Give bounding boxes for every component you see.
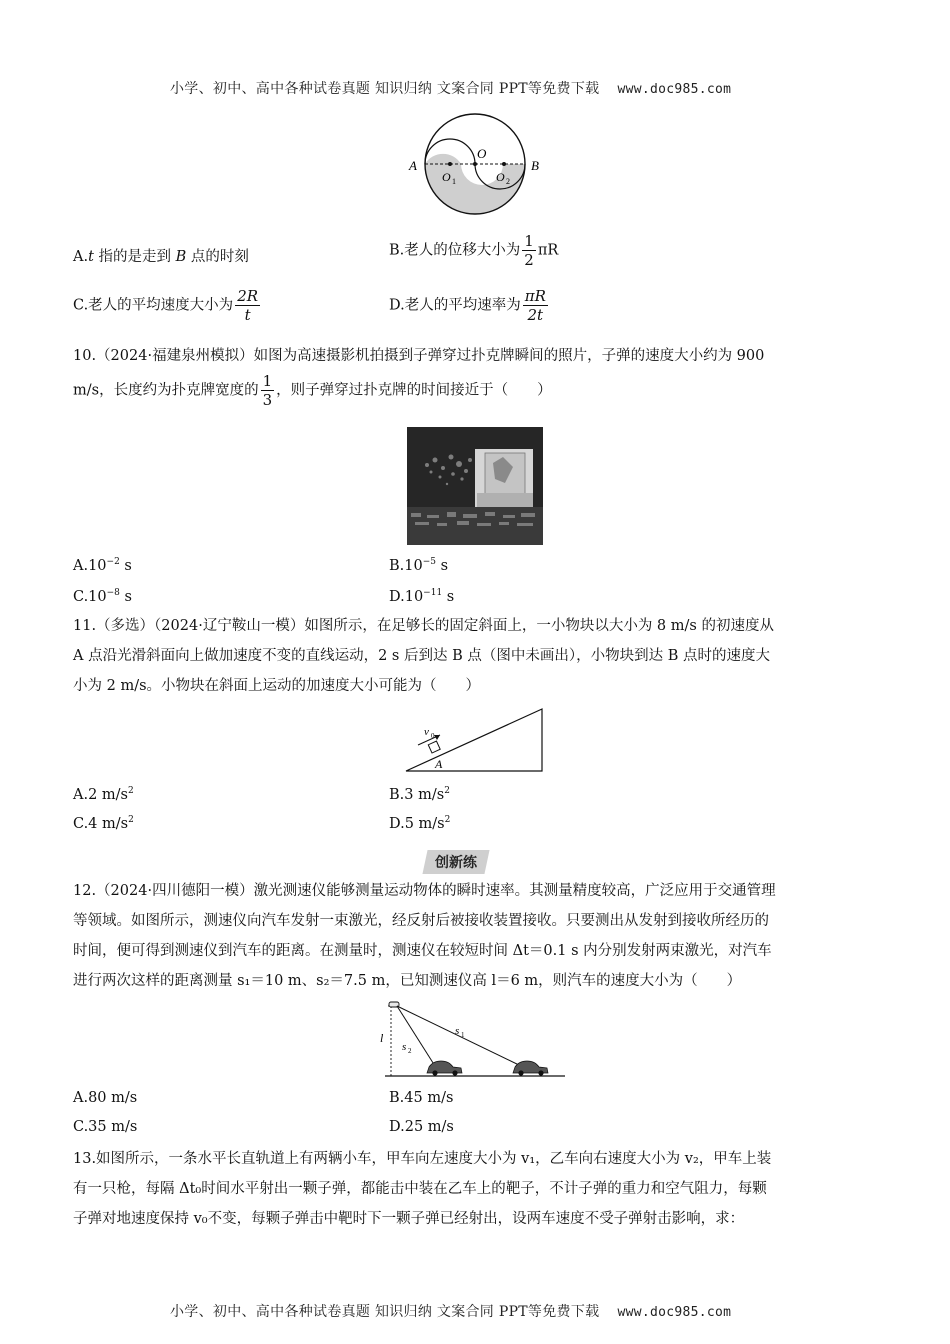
- q13-line2: 有一只枪，每隔 Δt₀时间水平射出一颗子弹，都能击中装在乙车上的靶子，不计子弹的重力和空气阻力，每颗: [73, 1181, 767, 1197]
- label-O2-sub: 2: [506, 177, 510, 186]
- q12-option-b[interactable]: B.45 m/s: [389, 1090, 454, 1106]
- label-v0: v: [424, 726, 429, 738]
- label-l: l: [380, 1031, 384, 1045]
- q10-option-c[interactable]: $C.10^{-8}$ s: [73, 588, 132, 605]
- q10-option-d[interactable]: $D.10^{-11}$ s: [389, 588, 455, 605]
- q9-option-b[interactable]: B.老人的位移大小为 $\frac{1}{2}$ πR: [389, 232, 559, 269]
- incline-figure: [402, 705, 548, 773]
- label-s2: s: [402, 1041, 407, 1053]
- q11-option-b[interactable]: B.3 $m/s^2$: [389, 786, 450, 803]
- laser-speed-figure: [375, 1000, 567, 1080]
- q9-option-d[interactable]: D.老人的平均速率为 $\frac{\pi R}{2t}$: [389, 287, 546, 324]
- footer-url[interactable]: www.doc985.com: [617, 1305, 732, 1320]
- label-v0-sub: 0: [431, 732, 435, 740]
- q9-option-a[interactable]: A.t 指的是走到 B 点的时刻: [73, 249, 249, 265]
- section-badge: 创新练: [422, 850, 489, 874]
- q12-line1: 12.（2024·四川德阳一模）激光测速仪能够测量运动物体的瞬时速率。其测量精度较高，广泛应用于交通管理: [73, 883, 776, 899]
- q12-line3: 时间，便可得到测速仪到汽车的距离。在测量时，测速仪在较短时间 Δt＝0.1 s 内分别发射两束激光，对汽车: [73, 943, 772, 959]
- q11-line3: 小为 2 m/s。小物块在斜面上运动的加速度大小可能为（ ）: [73, 678, 481, 694]
- bullet-card-photo: [407, 427, 543, 545]
- fraction-pir-2t: $\frac{\pi R}{2t}$: [524, 287, 546, 324]
- header-url[interactable]: www.doc985.com: [617, 82, 732, 97]
- fraction-half: $\frac{1}{2}$: [524, 232, 534, 269]
- label-O: O: [477, 146, 487, 161]
- label-O2: O: [496, 170, 505, 184]
- circle-path-figure: [405, 110, 545, 220]
- q10-option-b[interactable]: $B.10^{-5}$ s: [389, 557, 449, 574]
- q13-line3: 子弹对地速度保持 v₀不变，每颗子弹击中靶时下一颗子弹已经射出，设两车速度不受子弹射击影响，求：: [73, 1211, 745, 1227]
- label-A: A: [409, 158, 417, 173]
- label-O1-sub: 1: [452, 177, 456, 186]
- q12-line4: 进行两次这样的距离测量 s₁＝10 m、s₂＝7.5 m，已知测速仪高 l＝6 m，则汽车的速度大小为（ ）: [73, 973, 742, 989]
- header-text: 小学、初中、高中各种试卷真题 知识归纳 文案合同 PPT等免费下载: [170, 81, 600, 97]
- label-O1: O: [442, 170, 451, 184]
- q11-option-d[interactable]: D.5 $m/s^2$: [389, 815, 451, 832]
- page-header: [170, 78, 731, 98]
- fraction-third: $\frac{1}{3}$: [262, 372, 273, 409]
- page-footer: [170, 1301, 731, 1321]
- q12-line2: 等领域。如图所示，测速仪向汽车发射一束激光，经反射后被接收装置接收。只要测出从发射到接收所经历的: [73, 913, 769, 929]
- fraction-2r-t: $\frac{2R}{t}$: [237, 287, 259, 324]
- q10-line1: 10.（2024·福建泉州模拟）如图为高速摄影机拍摄到子弹穿过扑克牌瞬间的照片，子弹的速度大小约为 900: [73, 348, 765, 364]
- car-far-icon: [513, 1061, 548, 1076]
- car-near-icon: [427, 1061, 462, 1076]
- q9-option-c[interactable]: C.老人的平均速度大小为 $\frac{2R}{t}$: [73, 287, 259, 324]
- label-s1: s: [455, 1025, 460, 1037]
- q11-line1: 11.（多选）（2024·辽宁鞍山一模）如图所示，在足够长的固定斜面上，一小物块以大小为 8 m/s 的初速度从: [73, 618, 774, 634]
- footer-text: 小学、初中、高中各种试卷真题 知识归纳 文案合同 PPT等免费下载: [170, 1304, 600, 1320]
- q12-option-c[interactable]: C.35 m/s: [73, 1119, 138, 1135]
- label-s1-sub: 1: [461, 1031, 465, 1039]
- q10-option-a[interactable]: $A.10^{-2}$ s: [73, 557, 132, 574]
- label-A: A: [435, 757, 443, 771]
- q11-option-c[interactable]: C.4 $m/s^2$: [73, 815, 134, 832]
- label-s2-sub: 2: [408, 1047, 412, 1055]
- q12-option-a[interactable]: A.80 m/s: [73, 1090, 138, 1106]
- q13-line1: 13.如图所示，一条水平长直轨道上有两辆小车，甲车向左速度大小为 v₁，乙车向右速度大小为 v₂，甲车上装: [73, 1151, 772, 1167]
- q11-line2: A 点沿光滑斜面向上做加速度不变的直线运动，2 s 后到达 B 点（图中未画出），小物块到达 B 点时的速度大: [73, 648, 770, 664]
- q10-line2: m/s，长度约为扑克牌宽度的 $\frac{1}{3}$ ，则子弹穿过扑克牌的时间接近于（ ）: [73, 372, 552, 409]
- label-B: B: [531, 158, 539, 173]
- q11-option-a[interactable]: A.2 $m/s^2$: [73, 786, 134, 803]
- q12-option-d[interactable]: D.25 m/s: [389, 1119, 454, 1135]
